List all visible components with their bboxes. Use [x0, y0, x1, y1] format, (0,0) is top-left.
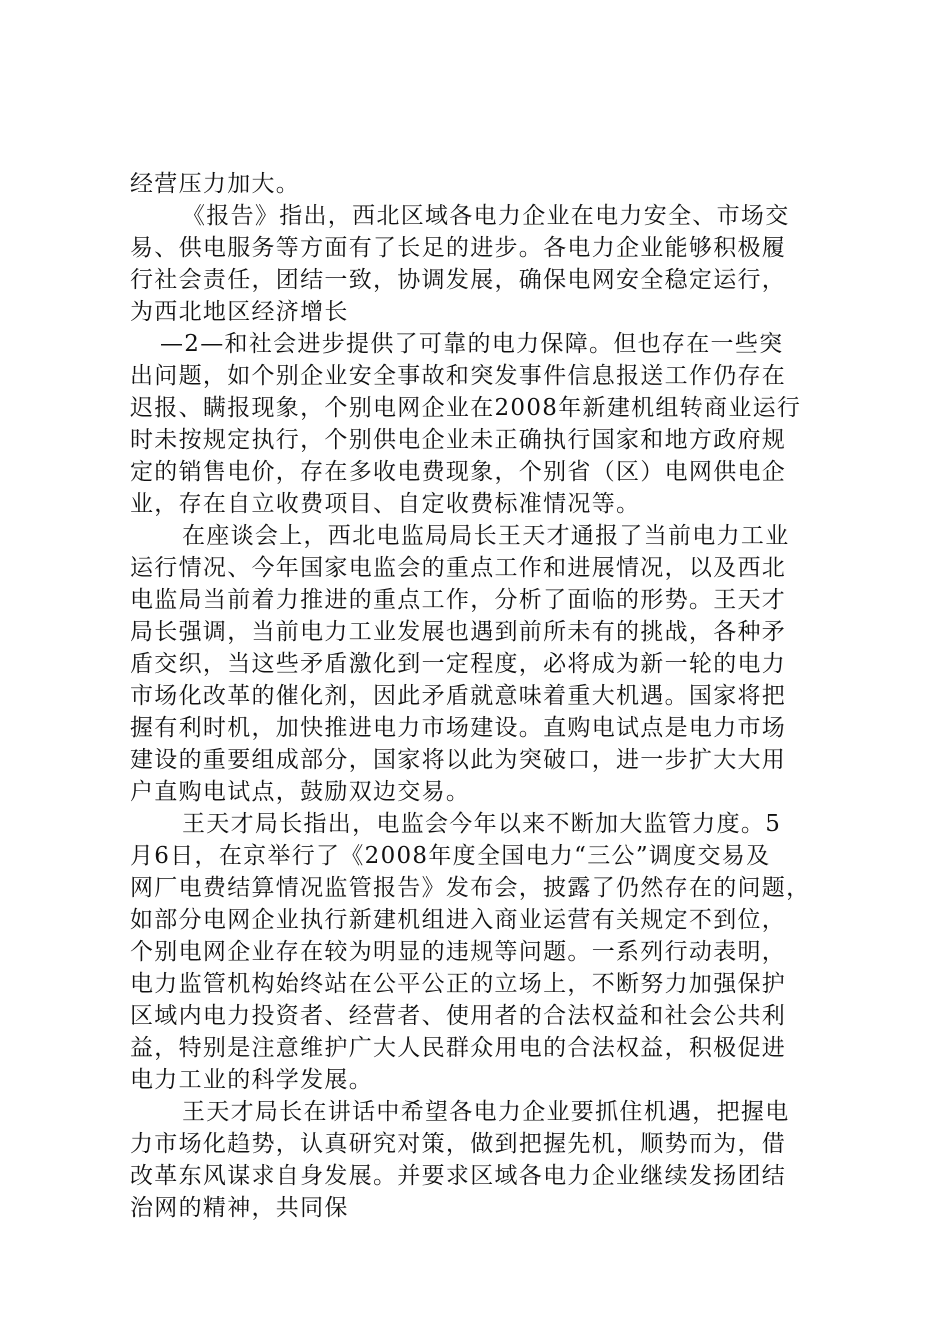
text-line: 出问题，如个别企业安全事故和突发事件信息报送工作仍存在 [130, 363, 787, 389]
text-line: 行社会责任，团结一致，协调发展，确保电网安全稳定运行， [130, 267, 787, 293]
paragraph-start-line: 《报告》指出，西北区域各电力企业在电力安全、市场交 [182, 203, 790, 229]
text-line: 电力监管机构始终站在公平公正的立场上，不断努力加强保护 [130, 971, 787, 997]
text-line: 经营压力加大。 [130, 171, 301, 197]
paragraph-start-line: 在座谈会上，西北电监局局长王天才通报了当前电力工业 [182, 523, 790, 549]
text-line: 电监局当前着力推进的重点工作，分析了面临的形势。王天才 [130, 587, 787, 613]
text-line: 迟报、瞒报现象，个别电网企业在2008年新建机组转商业运行 [130, 395, 802, 421]
text-line: 盾交织，当这些矛盾激化到一定程度，必将成为新一轮的电力 [130, 651, 787, 677]
text-line: 治网的精神，共同保 [130, 1195, 349, 1221]
text-line: 运行情况、今年国家电监会的重点工作和进展情况，以及西北 [130, 555, 787, 581]
text-line: 易、供电服务等方面有了长足的进步。各电力企业能够积极履 [130, 235, 787, 261]
text-line: 市场化改革的催化剂，因此矛盾就意味着重大机遇。国家将把 [130, 683, 787, 709]
page-break-line: —2—和社会进步提供了可靠的电力保障。但也存在一些突 [160, 331, 784, 357]
text-line: 电力工业的科学发展。 [130, 1067, 373, 1093]
text-line: 力市场化趋势，认真研究对策，做到把握先机，顺势而为，借 [130, 1131, 787, 1157]
text-line: 改革东风谋求自身发展。并要求区域各电力企业继续发扬团结 [130, 1163, 787, 1189]
text-line: 定的销售电价，存在多收电费现象，个别省（区）电网供电企 [130, 459, 787, 485]
paragraph-start-line: 王天才局长指出，电监会今年以来不断加大监管力度。5 [182, 811, 782, 837]
text-line: 网厂电费结算情况监管报告》发布会，披露了仍然存在的问题， [130, 875, 811, 901]
text-line: 益，特别是注意维护广大人民群众用电的合法权益，积极促进 [130, 1035, 787, 1061]
text-line: 局长强调，当前电力工业发展也遇到前所未有的挑战，各种矛 [130, 619, 787, 645]
document-page [130, 168, 850, 1224]
text-line: 区域内电力投资者、经营者、使用者的合法权益和社会公共利 [130, 1003, 787, 1029]
text-line: 业，存在自立收费项目、自定收费标准情况等。 [130, 491, 641, 517]
paragraph-start-line: 王天才局长在讲话中希望各电力企业要抓住机遇，把握电 [182, 1099, 790, 1125]
text-line: 为西北地区经济增长 [130, 299, 349, 325]
text-line: 户直购电试点，鼓励双边交易。 [130, 779, 471, 805]
text-line: 月6日，在京举行了《2008年度全国电力“三公”调度交易及 [130, 843, 771, 869]
text-line: 握有利时机，加快推进电力市场建设。直购电试点是电力市场 [130, 715, 787, 741]
text-line: 如部分电网企业执行新建机组进入商业运营有关规定不到位， [130, 907, 787, 933]
text-line: 个别电网企业存在较为明显的违规等问题。一系列行动表明， [130, 939, 787, 965]
text-line: 建设的重要组成部分，国家将以此为突破口，进一步扩大大用 [130, 747, 787, 773]
text-line: 时未按规定执行，个别供电企业未正确执行国家和地方政府规 [130, 427, 787, 453]
